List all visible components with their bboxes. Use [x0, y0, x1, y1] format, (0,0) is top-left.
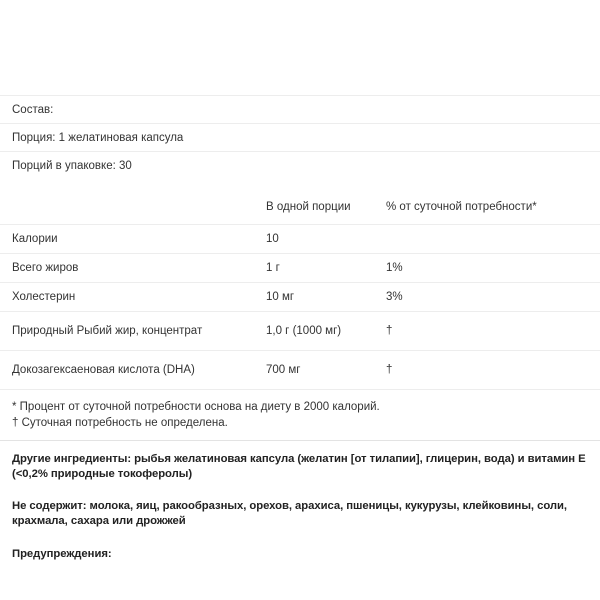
nutrient-daily-value: 3% — [386, 283, 600, 312]
serving-info-body — [0, 96, 600, 180]
table-row — [0, 96, 600, 124]
nutrient-daily-value: 1% — [386, 254, 600, 283]
nutrient-daily-value: † — [386, 351, 600, 390]
table-row — [0, 254, 600, 283]
table-header-row — [0, 191, 600, 225]
table-row — [0, 124, 600, 152]
column-header-daily-value: % от суточной потребности* — [386, 201, 537, 213]
nutrient-name: Калории — [0, 225, 266, 254]
nutrition-facts-body — [0, 225, 600, 390]
nutrient-name: Природный Рыбий жир, концентрат — [0, 312, 266, 351]
serving-info-table — [0, 95, 600, 179]
nutrition-facts-table — [0, 191, 600, 389]
footnote-daily-value-basis: * Процент от суточной потребности основа на диету в 2000 калорий. — [12, 401, 380, 413]
allergen-free-text: Не содержит: молока, яиц, ракообразных, орехов, арахиса, пшеницы, кукурузы, клейковины, соли, крахмала, сахара или дрожжей — [12, 500, 568, 527]
nutrition-facts-header — [0, 191, 600, 225]
servings-per-container-label: Порций в упаковке: 30 — [0, 152, 600, 180]
footnotes-block — [0, 389, 600, 440]
nutrient-amount: 10 — [266, 225, 386, 254]
nutrient-name: Холестерин — [0, 283, 266, 312]
composition-label: Состав: — [0, 96, 600, 124]
column-header-amount-per-serving: В одной порции — [266, 201, 351, 213]
table-row — [0, 225, 600, 254]
table-row — [0, 312, 600, 351]
top-spacer — [0, 0, 600, 95]
nutrient-name: Всего жиров — [0, 254, 266, 283]
serving-size-label: Порция: 1 желатиновая капсула — [0, 124, 600, 152]
nutrient-amount: 1 г — [266, 254, 386, 283]
other-ingredients-text: Другие ингредиенты: рыбья желатиновая капсула (желатин [от тилапии], глицерин, вода) и витамин E (<0,2% природные токоферолы) — [12, 453, 586, 480]
table-row — [0, 351, 600, 390]
table-row — [0, 283, 600, 312]
warnings-heading: Предупреждения: — [12, 548, 112, 560]
nutrient-daily-value — [386, 225, 600, 254]
nutrient-amount: 700 мг — [266, 351, 386, 390]
nutrient-name: Докозагексаеновая кислота (DHA) — [0, 351, 266, 390]
nutrient-amount: 10 мг — [266, 283, 386, 312]
nutrient-amount: 1,0 г (1000 мг) — [266, 312, 386, 351]
table-row — [0, 152, 600, 180]
footnote-daily-value-undefined: † Суточная потребность не определена. — [12, 417, 228, 429]
column-header-nutrient — [0, 191, 266, 225]
nutrient-daily-value: † — [386, 312, 600, 351]
